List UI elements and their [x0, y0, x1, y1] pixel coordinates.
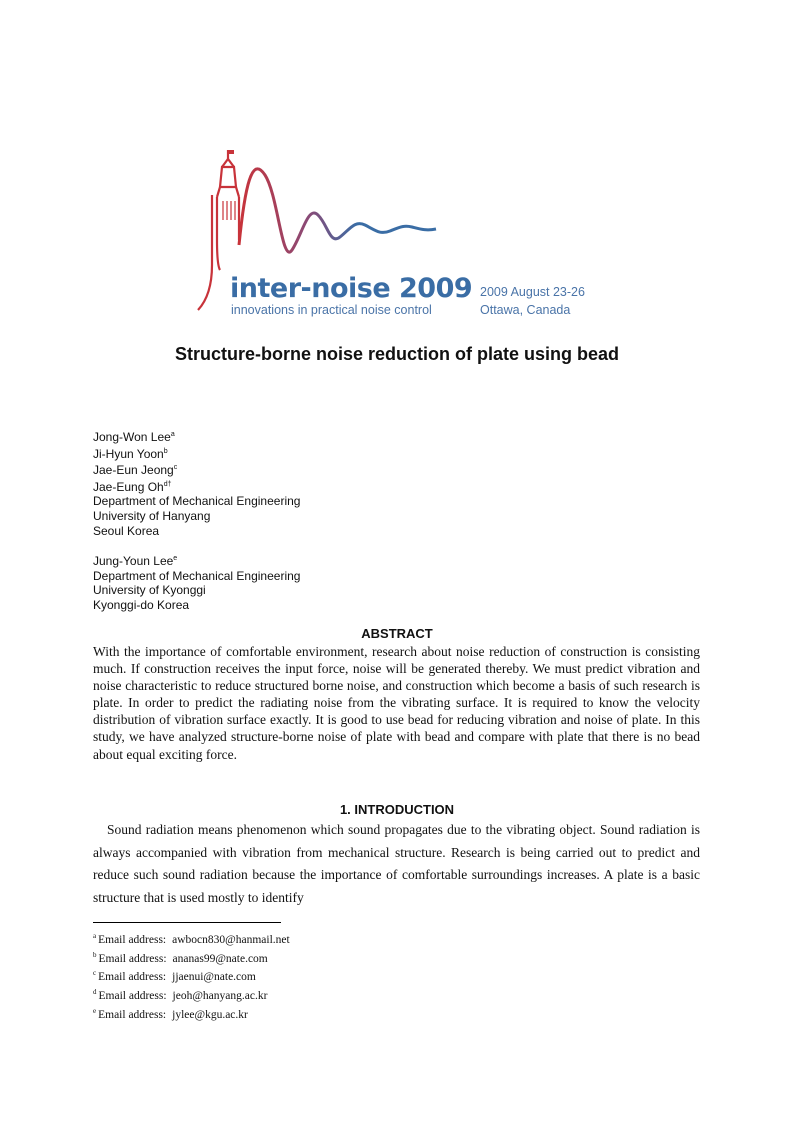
author-name: Jae-Eung $Oh^{d\dagger}$	[93, 479, 172, 494]
footnote: $^c$ Email address: jjaenui@nate.com	[93, 969, 256, 984]
author-name: Jong-Won Lee$^a$	[93, 430, 175, 444]
abstract-heading: ABSTRACT	[361, 626, 433, 641]
author-block	[93, 428, 300, 613]
email-address: jylee@kgu.ac.kr	[172, 1008, 248, 1021]
author-name: Jung-Youn Lee$^e$	[93, 554, 178, 569]
email-address: awbocn830@hanmail.net	[172, 934, 290, 946]
affiliation-line: Department of Mechanical Engineering	[93, 494, 301, 509]
footnote: $^d$ Email address: jeoh@hanyang.ac.kr	[93, 988, 268, 1003]
author-name: Jae-Eun Jeong$^c$	[93, 463, 178, 478]
paper-title: Structure-borne noise reduction of plate using bead	[174, 344, 620, 364]
conference-name: inter-noise 2009	[230, 273, 473, 304]
footnotes	[93, 929, 290, 1023]
footnote: $^a$ Email address: awbocn830@hanmail.net	[93, 932, 290, 946]
email-address: jjaenui@nate.com	[172, 971, 256, 984]
footnote: $^e$ Email address: jylee@kgu.ac.kr	[93, 1006, 248, 1021]
conference-date: 2009 August 23-26	[480, 285, 585, 299]
affiliation-line: Kyonggi-do Korea	[93, 597, 190, 612]
email-address: ananas99@nate.com	[172, 952, 268, 965]
introduction-heading: 1. INTRODUCTION	[339, 802, 455, 817]
footnote: $^b$ Email address: ananas99@nate.com	[93, 950, 268, 965]
abstract-text: With the importance of comfortable environment, research about noise reduction of construction is consisting much. If construction receives the input force, noise will be generated thereby. We must predict vibration and noise characteristic to reduce structured borne noise, and construction which become a basis of such research is plate. In order to predict the radiating noise from the vibrating surface. It is required to know the velocity distribution of vibration surface exactly. It is good to use bead for reducing vibration and noise of plate. In this study, we have analyzed structure-borne noise of plate with bead and compare with plate that there is no bead about equal exciting force.	[93, 644, 700, 762]
affiliation-line: Department of Mechanical Engineering	[93, 568, 301, 583]
footnote-divider	[93, 922, 281, 923]
email-address: jeoh@hanyang.ac.kr	[172, 990, 268, 1003]
conference-tagline: innovations in practical noise control	[231, 303, 432, 317]
author-name: Ji-Hyun Yoon$^b$	[93, 446, 168, 461]
conference-location: Ottawa, Canada	[480, 303, 571, 317]
introduction-text: Sound radiation means phenomenon which sound propagates due to the vibrating object. Sound radiation is always accompanied with vibration from mechanical structure. Research is being carried out to predict and reduce such sound radiation because the importance of comfortable surroundings increases. A plate is a basic structure that is used mostly to identify	[93, 822, 700, 905]
conference-logo	[190, 145, 620, 325]
affiliation-line: University of Kyonggi	[93, 583, 206, 598]
affiliation-line: Seoul Korea	[93, 523, 160, 538]
affiliation-line: University of Hanyang	[93, 508, 211, 523]
sound-wave-icon	[239, 169, 436, 252]
